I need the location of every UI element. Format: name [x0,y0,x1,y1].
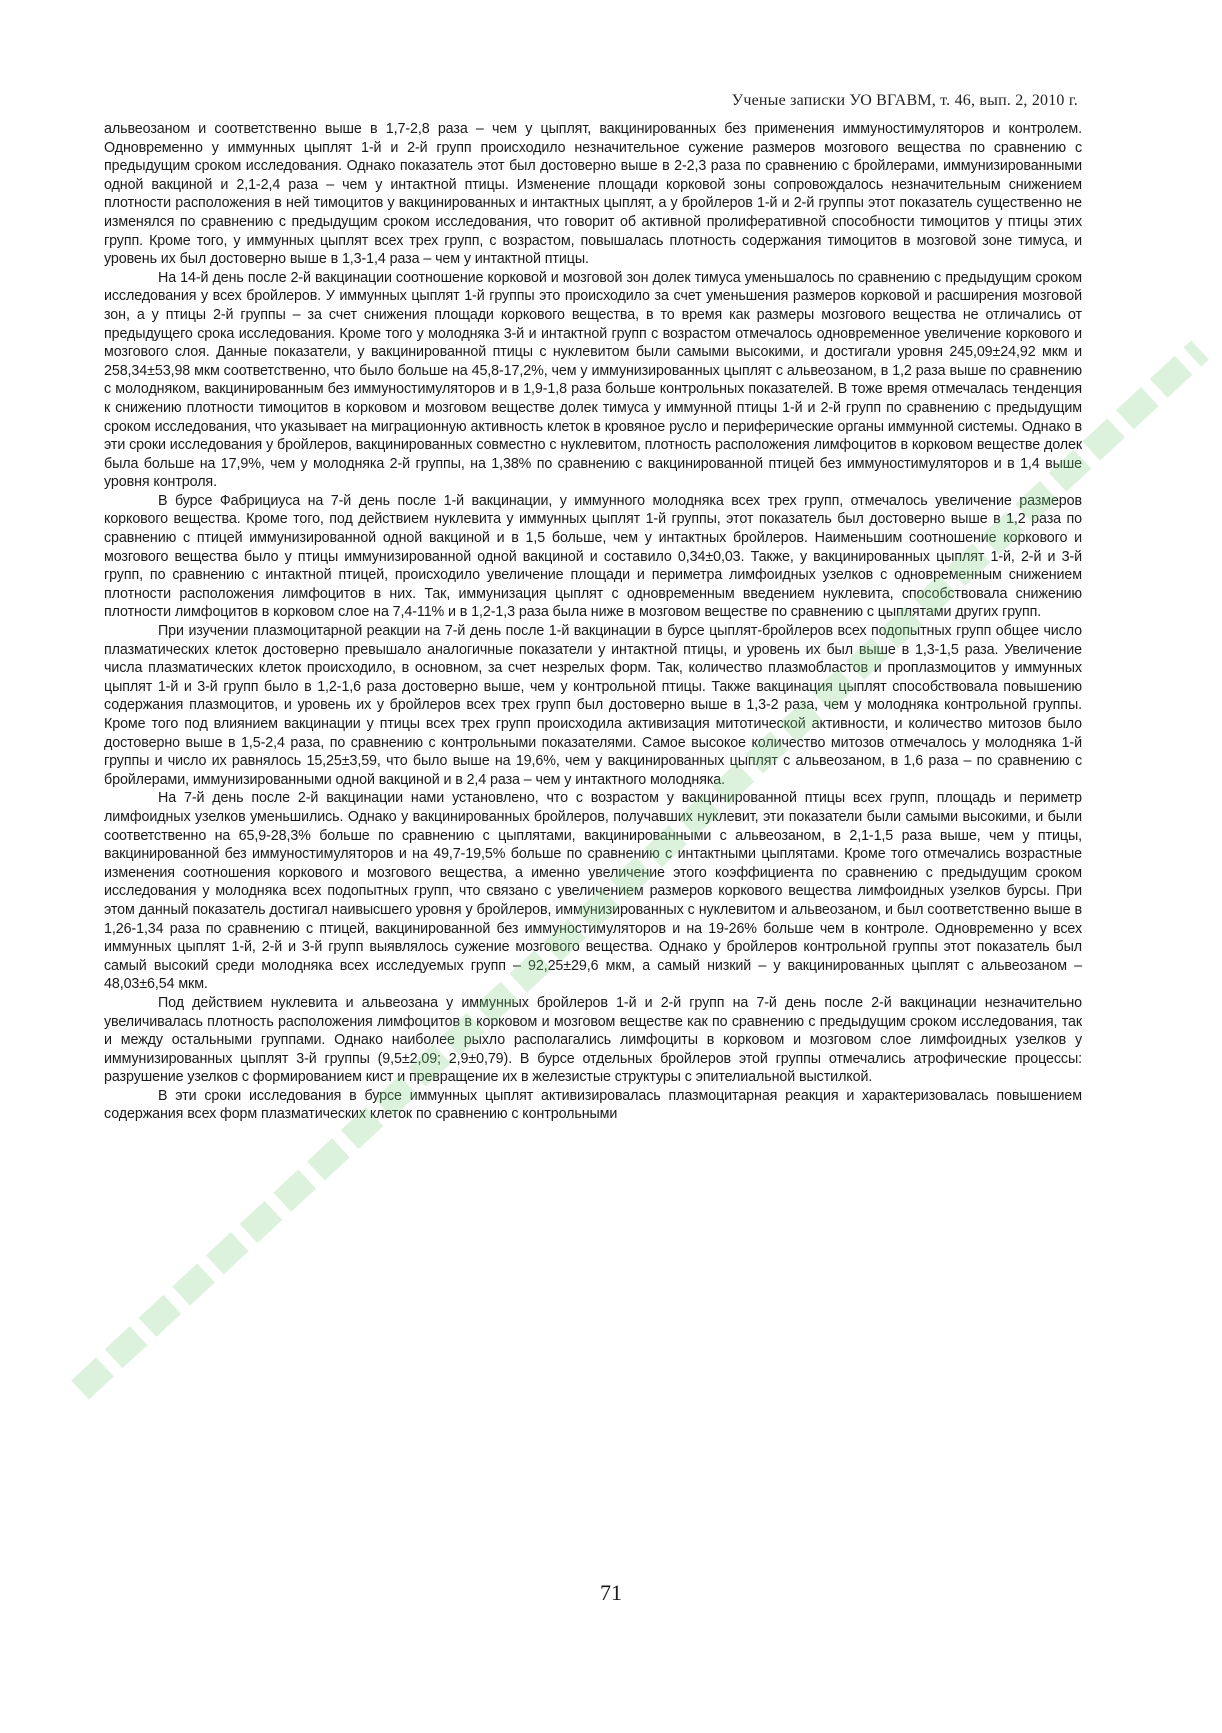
page-number: 71 [600,1580,622,1605]
paragraph: На 14-й день после 2-й вакцинации соотношение корковой и мозговой зон долек тимуса уменьшалось по сравнению с предыдущим сроком исследования у всех бройлеров. У иммунных цыплят 1-й группы это происходило за счет уменьшения размеров корковой и расширения мозговой зон, а у птицы 2-й группы – за счет снижения площади коркового вещества, в то время как размеры мозгового вещества не отличались от предыдущего срока исследования. Кроме того у молодняка 3-й и интактной групп с возрастом отмечалось одновременное увеличение коркового и мозгового слоя. Данные показатели, у вакцинированной птицы с нуклевитом были самыми высокими, и достигали уровня 245,09±24,92 мкм и 258,34±53,98 мкм соответственно, что было больше на 45,8-17,2%, чем у иммунизированных цыплят с альвеозаном, в 1,2 раза выше по сравнению с молодняком, вакцинированным без иммуностимуляторов и в 1,9-1,8 раза больше контрольных показателей. В тоже время отмечалась тенденция к снижению плотности тимоцитов в корковом и мозговом веществе долек тимуса у иммунной птицы 1-й и 2-й групп по сравнению с предыдущим сроком исследования, что указывает на миграционную активность клеток в кровяное русло и периферические органы иммунной системы. Однако в эти сроки исследования у бройлеров, вакцинированных совместно с нуклевитом, плотность расположения лимфоцитов в корковом веществе долек была больше на 17,9%, чем у молодняка 2-й группы, на 1,38% по сравнению с вакцинированной птицей без иммуностимуляторов и в 1,4 выше уровня контроля. [104,269,1082,491]
paragraph: альвеозаном и соответственно выше в 1,7-2,8 раза – чем у цыплят, вакцинированных без применения иммуностимуляторов и контролем. Одновременно у иммунных цыплят 1-й и 2-й групп происходило незначительное сужение размеров мозгового вещества по сравнению с предыдущим сроком исследования. Однако показатель этот был достоверно выше в 2-2,3 раза по сравнению с бройлерами, иммунизированными одной вакциной и 2,1-2,4 раза – чем у интактной птицы. Изменение площади корковой зоны сопровождалось незначительным снижением плотности расположения в ней тимоцитов у вакцинированных и интактных цыплят, а у бройлеров 1-й и 2-й группы этот показатель существенно не изменялся по сравнению с предыдущим сроком исследования, что говорит об активной пролиферативной способности тимоцитов у птицы этих групп. Кроме того, у иммунных цыплят всех трех групп, с возрастом, повышалась плотность содержания тимоцитов в мозговой зоне тимуса, и уровень их был достоверно выше в 1,3-1,4 раза – чем у интактной птицы. [104,121,1082,268]
paragraph: На 7-й день после 2-й вакцинации нами установлено, что с возрастом у вакцинированной птицы всех групп, площадь и периметр лимфоидных узелков уменьшились. Однако у вакцинированных бройлеров, получавших нуклевит, эти показатели были самыми высокими, и были соответственно на 65,9-28,3% больше по сравнению с цыплятами, вакцинированными с альвеозаном, в 2,1-1,5 раза выше, чем у птицы, вакцинированной без иммуностимуляторов и на 49,7-19,5% больше по сравнению с интактными цыплятами. Кроме того отмечались возрастные изменения соотношения коркового и мозгового вещества, а именно увеличение этого коэффициента по сравнению с предыдущим сроком исследования у молодняка всех подопытных групп, что связано с увеличением размеров коркового вещества лимфоидных узелков бурсы. При этом данный показатель достигал наивысшего уровня у бройлеров, иммунизированных с нуклевитом и альвеозаном, и был соответственно выше в 1,26-1,34 раза по сравнению с птицей, вакцинированной без иммуностимуляторов и на 19-26% больше чем в контроле. Одновременно у всех иммунных цыплят 1-й, 2-й и 3-й групп выявлялось сужение мозгового вещества. Однако у бройлеров контрольной группы этот показатель был самый высокий среди молодняка всех исследуемых групп – 92,25±29,6 мкм, а самый низкий – у вакцинированных цыплят с альвеозаном – 48,03±6,54 мкм. [104,790,1082,993]
paragraph: Под действием нуклевита и альвеозана у иммунных бройлеров 1-й и 2-й групп на 7-й день после 2-й вакцинации незначительно увеличивалась плотность расположения лимфоцитов в корковом и мозговом веществе как по сравнению с предыдущим сроком исследования, так и между остальными группами. Однако наиболее рыхло располагались лимфоциты в корковом и мозговом слое лимфоидных узелков у иммунизированных цыплят 3-й группы (9,5±2,09; 2,9±0,79). В бурсе отдельных бройлеров этой группы отмечались атрофические процессы: разрушение узелков с формированием кист и превращение их в железистые структуры с эпителиальной выстилкой. [104,994,1082,1086]
paragraph: В бурсе Фабрициуса на 7-й день после 1-й вакцинации, у иммунного молодняка всех трех групп, отмечалось увеличение размеров коркового вещества. Кроме того, под действием нуклевита у иммунных цыплят 1-й группы, этот показатель был достоверно выше в 1,2 раза по сравнению с птицей иммунизированной одной вакциной и в 1,5 больше, чем у интактных бройлеров. Наименьшим соотношение коркового и мозгового вещества было у птицы иммунизированной одной вакциной и составило 0,34±0,03. Также, у вакцинированных цыплят 1-й, 2-й и 3-й групп, по сравнению с интактной птицей, происходило увеличение площади и периметра лимфоидных узелков с одновременным снижением плотности расположения лимфоцитов в них. Так, иммунизация цыплят с одновременным введением нуклевита, способствовала снижению плотности лимфоцитов в корковом слое на 7,4-11% и в 1,2-1,3 раза была ниже в мозговом веществе по сравнению с цыплятами других групп. [104,492,1082,621]
paragraph: При изучении плазмоцитарной реакции на 7-й день после 1-й вакцинации в бурсе цыплят-бройлеров всех подопытных групп общее число плазматических клеток достоверно превышало аналогичные показатели у интактной птицы, и уровень их был выше в 1,3-1,5 раза. Увеличение числа плазматических клеток происходило, в основном, за счет незрелых форм. Так, количество плазмобластов и проплазмоцитов у иммунных цыплят 1-й и 3-й групп было в 1,2-1,6 раза достоверно выше, чем у контрольной птицы. Также вакцинация цыплят способствовала повышению содержания плазмоцитов, и уровень их у бройлеров всех трех групп был достоверно выше в 1,3-2 раза, чем у молодняка контрольной группы. Кроме того под влиянием вакцинации у птицы всех трех групп происходила активизация митотической активности, и количество митозов было достоверно выше в 1,5-2,4 раза, по сравнению с контрольными показателями. Самое высокое количество митозов отмечалось у молодняка 1-й группы и число их равнялось 15,25±3,59, что было выше на 19,6%, чем у вакцинированных цыплят с альвеозаном, в 1,6 раза – по сравнению с бройлерами, иммунизированными одной вакциной и в 2,4 раза – чем у интактного молодняка. [104,623,1082,788]
paragraph: В эти сроки исследования в бурсе иммунных цыплят активизировалась плазмоцитарная реакция и характеризовалась повышением содержания всех форм плазматических клеток по сравнению с контрольными [104,1087,1082,1123]
body-text [104,120,1082,1124]
running-header: Ученые записки УО ВГАВМ, т. 46, вып. 2, 2010 г. [731,92,1078,109]
